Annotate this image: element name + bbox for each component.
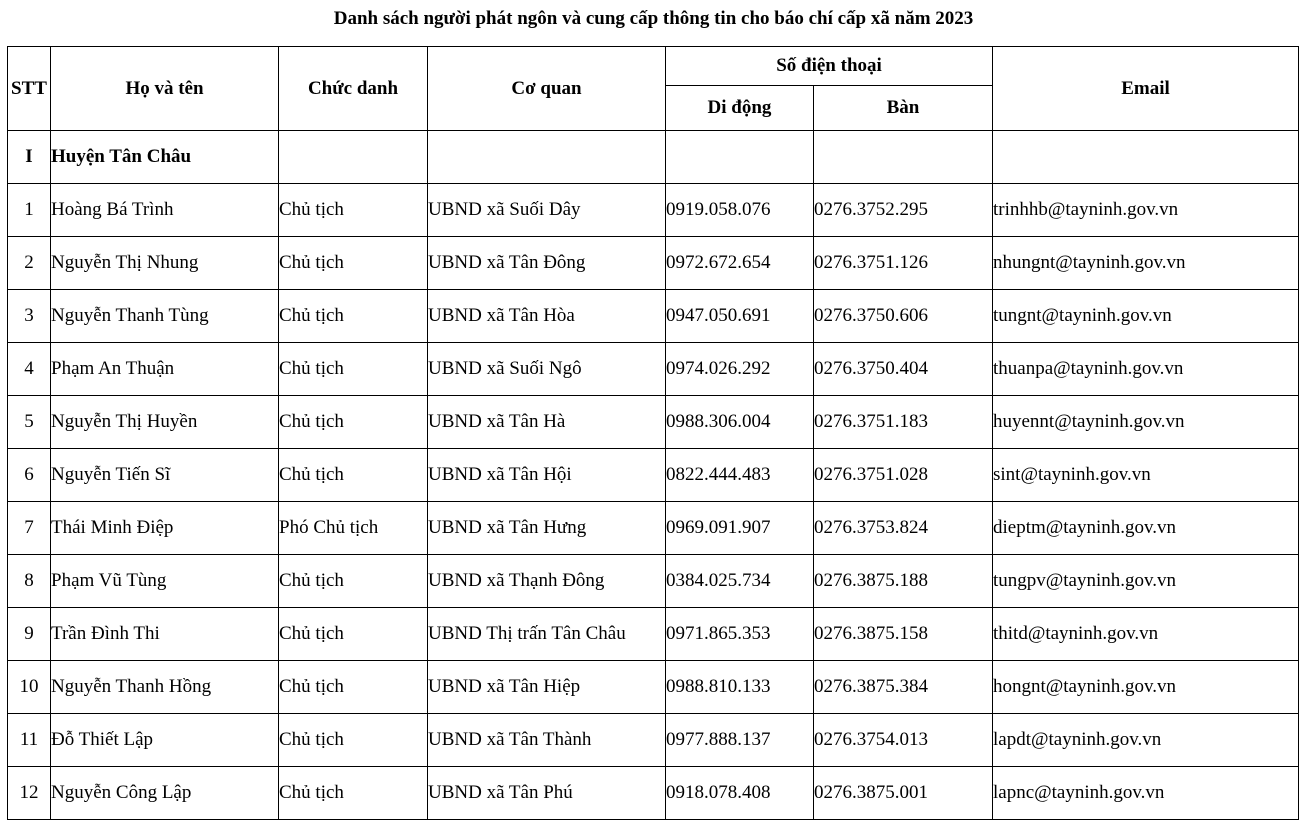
cell-org: UBND xã Suối Dây <box>428 184 666 237</box>
cell-landline: 0276.3875.001 <box>814 767 993 820</box>
cell-mobile: 0988.306.004 <box>666 396 814 449</box>
cell-email: nhungnt@tayninh.gov.vn <box>993 237 1299 290</box>
cell-name: Nguyễn Thị Nhung <box>51 237 279 290</box>
cell-role: Phó Chủ tịch <box>279 502 428 555</box>
cell-role: Chủ tịch <box>279 396 428 449</box>
cell-role: Chủ tịch <box>279 608 428 661</box>
cell-stt: 10 <box>8 661 51 714</box>
cell-role: Chủ tịch <box>279 714 428 767</box>
cell-mobile: 0919.058.076 <box>666 184 814 237</box>
cell-name: Phạm An Thuận <box>51 343 279 396</box>
cell-mobile: 0947.050.691 <box>666 290 814 343</box>
cell-org: UBND xã Tân Hà <box>428 396 666 449</box>
cell-name: Nguyễn Tiến Sĩ <box>51 449 279 502</box>
cell-mobile: 0972.672.654 <box>666 237 814 290</box>
header-name: Họ và tên <box>51 47 279 131</box>
group-index: I <box>8 131 51 184</box>
cell-landline: 0276.3875.384 <box>814 661 993 714</box>
table-row <box>8 449 1299 502</box>
table-row <box>8 714 1299 767</box>
cell-email: tungnt@tayninh.gov.vn <box>993 290 1299 343</box>
cell-name: Thái Minh Điệp <box>51 502 279 555</box>
cell-landline: 0276.3750.606 <box>814 290 993 343</box>
cell-stt: 2 <box>8 237 51 290</box>
cell-name: Nguyễn Công Lập <box>51 767 279 820</box>
cell-landline: 0276.3751.126 <box>814 237 993 290</box>
cell-email: lapdt@tayninh.gov.vn <box>993 714 1299 767</box>
cell-org: UBND Thị trấn Tân Châu <box>428 608 666 661</box>
cell-email: thitd@tayninh.gov.vn <box>993 608 1299 661</box>
cell-name: Trần Đình Thi <box>51 608 279 661</box>
cell-mobile: 0971.865.353 <box>666 608 814 661</box>
cell-landline: 0276.3754.013 <box>814 714 993 767</box>
cell-role: Chủ tịch <box>279 184 428 237</box>
cell-mobile: 0918.078.408 <box>666 767 814 820</box>
cell-landline: 0276.3751.183 <box>814 396 993 449</box>
cell-stt: 6 <box>8 449 51 502</box>
cell-role: Chủ tịch <box>279 449 428 502</box>
cell-role: Chủ tịch <box>279 343 428 396</box>
cell-mobile: 0822.444.483 <box>666 449 814 502</box>
cell-org: UBND xã Tân Hưng <box>428 502 666 555</box>
cell-email: dieptm@tayninh.gov.vn <box>993 502 1299 555</box>
cell-stt: 12 <box>8 767 51 820</box>
cell-stt: 9 <box>8 608 51 661</box>
cell-mobile: 0384.025.734 <box>666 555 814 608</box>
table-row <box>8 502 1299 555</box>
table-row <box>8 290 1299 343</box>
group-name: Huyện Tân Châu <box>51 131 279 184</box>
header-role: Chức danh <box>279 47 428 131</box>
cell-mobile: 0974.026.292 <box>666 343 814 396</box>
cell-name: Hoàng Bá Trình <box>51 184 279 237</box>
cell-org: UBND xã Tân Hòa <box>428 290 666 343</box>
cell-stt: 7 <box>8 502 51 555</box>
header-phone: Số điện thoại <box>666 47 993 86</box>
cell-name: Nguyễn Thanh Tùng <box>51 290 279 343</box>
cell-name: Nguyễn Thanh Hồng <box>51 661 279 714</box>
table-row <box>8 661 1299 714</box>
cell-mobile: 0988.810.133 <box>666 661 814 714</box>
cell-email: tungpv@tayninh.gov.vn <box>993 555 1299 608</box>
cell-landline: 0276.3751.028 <box>814 449 993 502</box>
cell-email: hongnt@tayninh.gov.vn <box>993 661 1299 714</box>
cell-email: lapnc@tayninh.gov.vn <box>993 767 1299 820</box>
table-row <box>8 608 1299 661</box>
header-org: Cơ quan <box>428 47 666 131</box>
cell-name: Phạm Vũ Tùng <box>51 555 279 608</box>
cell-role: Chủ tịch <box>279 767 428 820</box>
cell-landline: 0276.3875.188 <box>814 555 993 608</box>
cell-org: UBND xã Tân Thành <box>428 714 666 767</box>
cell-name: Nguyễn Thị Huyền <box>51 396 279 449</box>
cell-landline: 0276.3875.158 <box>814 608 993 661</box>
table-row <box>8 767 1299 820</box>
cell-org: UBND xã Suối Ngô <box>428 343 666 396</box>
cell-landline: 0276.3750.404 <box>814 343 993 396</box>
cell-email: thuanpa@tayninh.gov.vn <box>993 343 1299 396</box>
cell-org: UBND xã Tân Hiệp <box>428 661 666 714</box>
cell-org: UBND xã Tân Đông <box>428 237 666 290</box>
header-landline: Bàn <box>814 86 993 131</box>
table-row <box>8 237 1299 290</box>
cell-email: sint@tayninh.gov.vn <box>993 449 1299 502</box>
cell-landline: 0276.3753.824 <box>814 502 993 555</box>
cell-mobile: 0969.091.907 <box>666 502 814 555</box>
header-email: Email <box>993 47 1299 131</box>
cell-stt: 8 <box>8 555 51 608</box>
document-title: Danh sách người phát ngôn và cung cấp thông tin cho báo chí cấp xã năm 2023 <box>333 8 974 29</box>
cell-role: Chủ tịch <box>279 290 428 343</box>
table-row <box>8 396 1299 449</box>
cell-stt: 4 <box>8 343 51 396</box>
cell-stt: 1 <box>8 184 51 237</box>
group-row <box>8 131 1299 184</box>
cell-stt: 3 <box>8 290 51 343</box>
header-mobile: Di động <box>666 86 814 131</box>
cell-role: Chủ tịch <box>279 237 428 290</box>
cell-name: Đỗ Thiết Lập <box>51 714 279 767</box>
table-row <box>8 184 1299 237</box>
header-stt: STT <box>8 47 51 131</box>
cell-stt: 11 <box>8 714 51 767</box>
table-row <box>8 343 1299 396</box>
spokesperson-table <box>7 46 1299 820</box>
cell-stt: 5 <box>8 396 51 449</box>
cell-email: trinhhb@tayninh.gov.vn <box>993 184 1299 237</box>
cell-role: Chủ tịch <box>279 661 428 714</box>
table-row <box>8 555 1299 608</box>
cell-org: UBND xã Thạnh Đông <box>428 555 666 608</box>
cell-email: huyennt@tayninh.gov.vn <box>993 396 1299 449</box>
cell-mobile: 0977.888.137 <box>666 714 814 767</box>
cell-org: UBND xã Tân Phú <box>428 767 666 820</box>
cell-landline: 0276.3752.295 <box>814 184 993 237</box>
cell-role: Chủ tịch <box>279 555 428 608</box>
cell-org: UBND xã Tân Hội <box>428 449 666 502</box>
